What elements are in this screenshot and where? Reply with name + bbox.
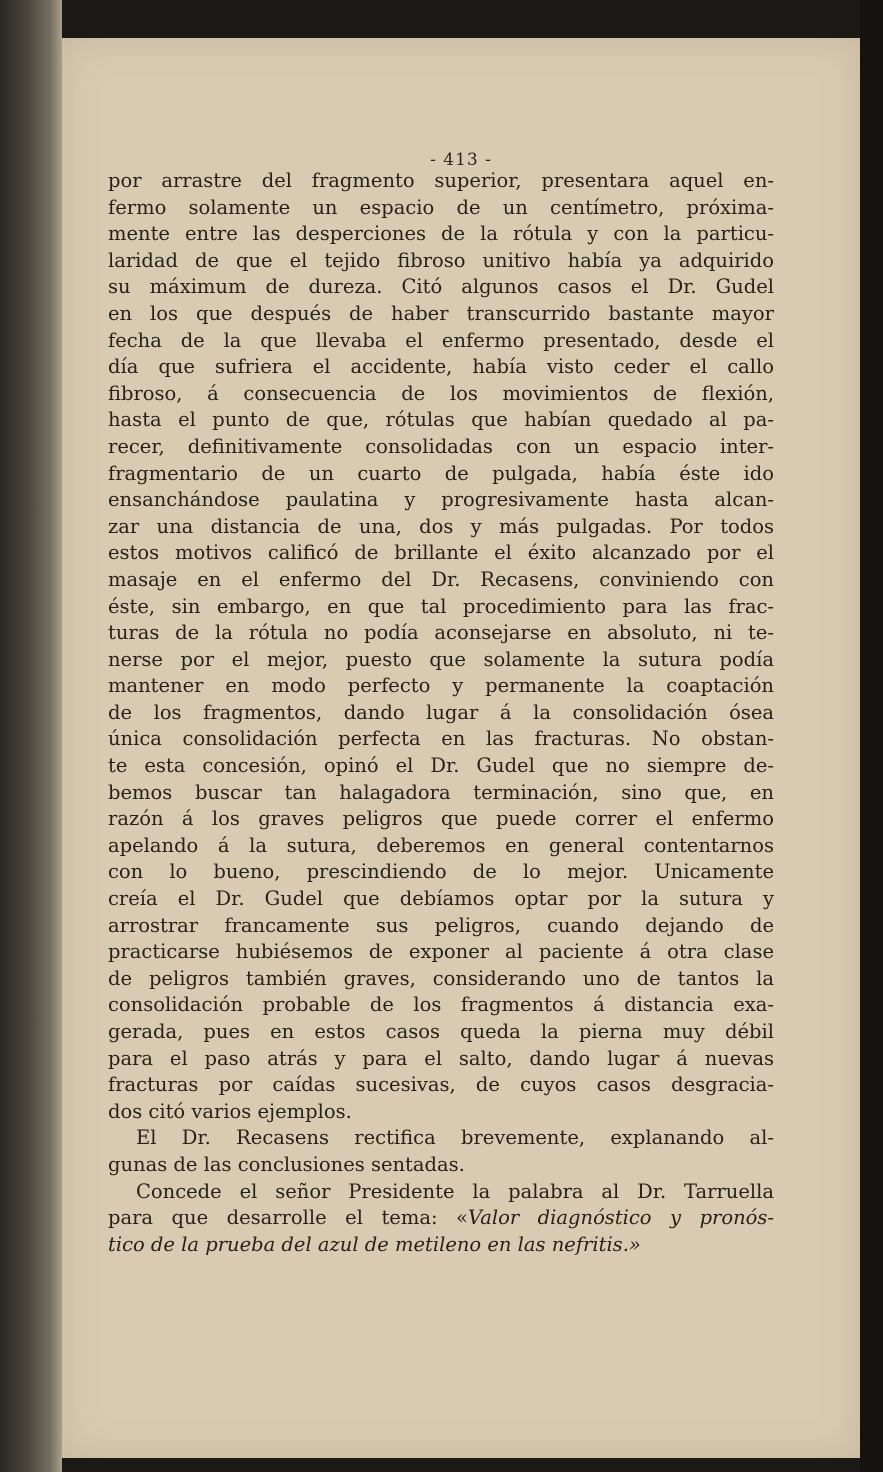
text-line: apelando á la sutura, deberemos en general contentarnos (108, 833, 774, 857)
text-line: Concede el señor Presidente la palabra al Dr. Tarruella (136, 1179, 774, 1203)
text-line: éste, sin embargo, en que tal procedimiento para las frac- (108, 594, 774, 618)
text-line (108, 1205, 774, 1232)
text-line: creía el Dr. Gudel que debíamos optar por la sutura y (108, 887, 774, 911)
text-line: mantener en modo perfecto y permanente la coaptación (108, 674, 774, 698)
text-line: tico de la prueba del azul de metileno en las nefritis.» (108, 1232, 641, 1256)
text-line: su máximum de dureza. Citó algunos casos el Dr. Gudel (108, 275, 774, 299)
text-line: día que sufriera el accidente, había visto ceder el callo (108, 355, 774, 379)
text-line: practicarse hubiésemos de exponer al paciente á otra clase (108, 940, 774, 964)
scan-border (860, 0, 883, 1472)
text-line: para el paso atrás y para el salto, dando lugar á nuevas (108, 1046, 774, 1070)
text-line: razón á los graves peligros que puede correr el enfermo (108, 807, 774, 831)
text-line: hasta el punto de que, rótulas que habían quedado al pa- (108, 408, 774, 432)
text-line: gerada, pues en estos casos queda la pierna muy débil (108, 1020, 774, 1043)
text-line: te esta concesión, opinó el Dr. Gudel que no siempre de- (108, 754, 774, 778)
text-line: nerse por el mejor, puesto que solamente la sutura podía (108, 647, 774, 671)
text-line: bemos buscar tan halagadora terminación, sino que, en (108, 780, 774, 804)
text-line: ensanchándose paulatina y progresivamente hasta alcan- (108, 488, 774, 512)
text-line: mente entre las desperciones de la rótula y con la particu- (108, 222, 774, 246)
italic-title-run: Valor diagnóstico y pronós- (467, 1206, 775, 1230)
text-line: zar una distancia de una, dos y más pulgadas. Por todos (108, 514, 774, 538)
text-line: fragmentario de un cuarto de pulgada, había éste ido (108, 461, 774, 485)
text-line: por arrastre del fragmento superior, presentara aquel en- (108, 169, 774, 192)
text-line: en los que después de haber transcurrido bastante mayor (108, 301, 774, 325)
text-line: de los fragmentos, dando lugar á la consolidación ósea (108, 700, 774, 724)
text-line: El Dr. Recasens rectifica brevemente, explanando al- (136, 1126, 774, 1150)
text-line: laridad de que el tejido fibroso unitivo había ya adquirido (108, 248, 774, 272)
text-line: fermo solamente un espacio de un centímetro, próxima- (108, 195, 774, 219)
text-line: recer, definitivamente consolidadas con un espacio inter- (108, 434, 774, 458)
text-line: de peligros también graves, considerando uno de tantos la (108, 966, 774, 990)
page-number: - 413 - (430, 150, 492, 170)
book-page (62, 38, 860, 1458)
text-line: consolidación probable de los fragmentos á distancia exa- (108, 993, 774, 1017)
text-line: masaje en el enfermo del Dr. Recasens, conviniendo con (108, 567, 774, 591)
text-run: para que desarrolle el tema: « (108, 1206, 468, 1230)
text-line: con lo bueno, prescindiendo de lo mejor. Unicamente (108, 860, 774, 884)
text-line: turas de la rótula no podía aconsejarse en absoluto, ni te- (108, 621, 774, 645)
facing-page-edge (48, 0, 62, 1472)
text-line: dos citó varios ejemplos. (108, 1099, 352, 1123)
text-line: fibroso, á consecuencia de los movimientos de flexión, (108, 381, 774, 405)
text-line: única consolidación perfecta en las fracturas. No obstan- (108, 727, 774, 751)
book-gutter (0, 0, 62, 1472)
text-line: fecha de la que llevaba el enfermo presentado, desde el (108, 328, 774, 352)
text-line: arrostrar francamente sus peligros, cuando dejando de (108, 913, 774, 937)
text-line: gunas de las conclusiones sentadas. (108, 1152, 465, 1176)
text-line: estos motivos calificó de brillante el éxito alcanzado por el (108, 541, 774, 565)
text-line: fracturas por caídas sucesivas, de cuyos casos desgracia- (108, 1073, 774, 1097)
body-text (108, 168, 774, 1258)
